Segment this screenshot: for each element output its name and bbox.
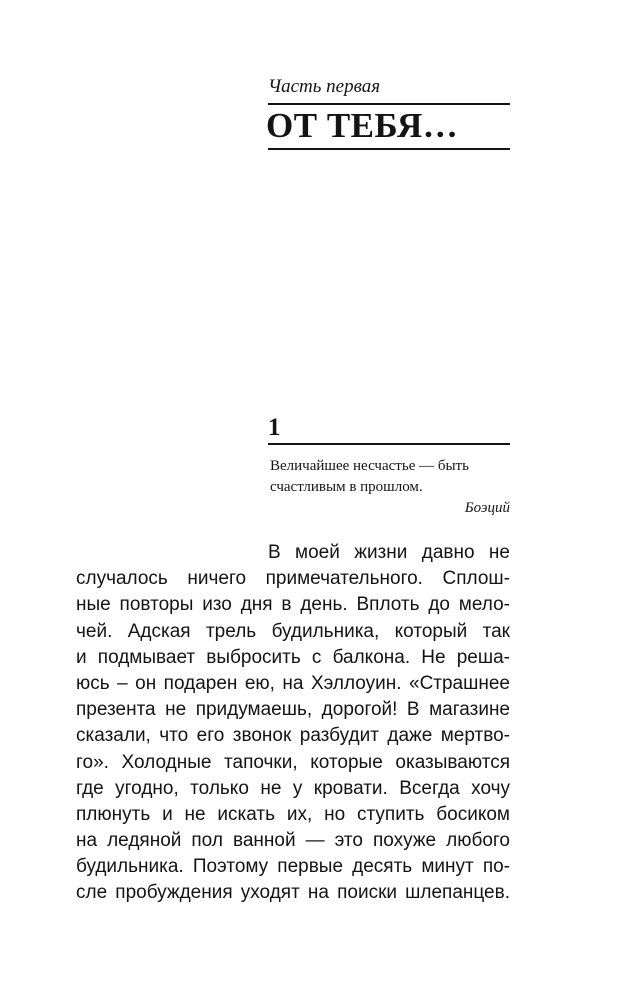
chapter-number: 1 — [268, 414, 281, 441]
body-line: го». Холодные тапочки, которые оказываются — [76, 751, 510, 773]
epigraph-author: Боэций — [464, 500, 510, 516]
body-line: случалось ничего примечательного. Сплош- — [76, 568, 510, 590]
body-line: ные повторы изо дня в день. Вплоть до мело- — [76, 594, 510, 616]
body-line: где угодно, только не у кровати. Всегда хочу — [76, 777, 510, 799]
body-line: будильника. Поэтому первые десять минут по- — [76, 856, 510, 878]
epigraph-line: Величайшее несчастье — быть — [270, 458, 469, 474]
part-rule-bottom — [268, 148, 510, 150]
part-title: ОТ ТЕБЯ… — [266, 106, 459, 145]
epigraph — [270, 456, 510, 519]
body-line: и подмывает выбросить с балкона. Не реша- — [76, 646, 510, 668]
body-text — [76, 540, 510, 907]
epigraph-line: счастливым в прошлом. — [270, 479, 423, 495]
body-line: В моей жизни давно не — [268, 542, 510, 563]
body-line: сле пробуждения уходят на поиски шлепанцев. — [76, 882, 510, 904]
body-line: сказали, что его звонок разбудит даже мертво- — [76, 725, 510, 747]
body-line: юсь – он подарен ею, на Хэллоуин. «Страшнее — [76, 672, 510, 694]
body-line: плюнуть и не искать их, но ступить босиком — [76, 803, 510, 825]
part-label: Часть первая — [268, 76, 381, 97]
body-line: чей. Адская трель будильника, который так — [76, 620, 510, 642]
chapter-rule — [268, 443, 510, 445]
body-line: на ледяной пол ванной — это похуже любого — [76, 830, 510, 852]
body-line: презента не придумаешь, дорогой! В магазине — [76, 699, 510, 721]
